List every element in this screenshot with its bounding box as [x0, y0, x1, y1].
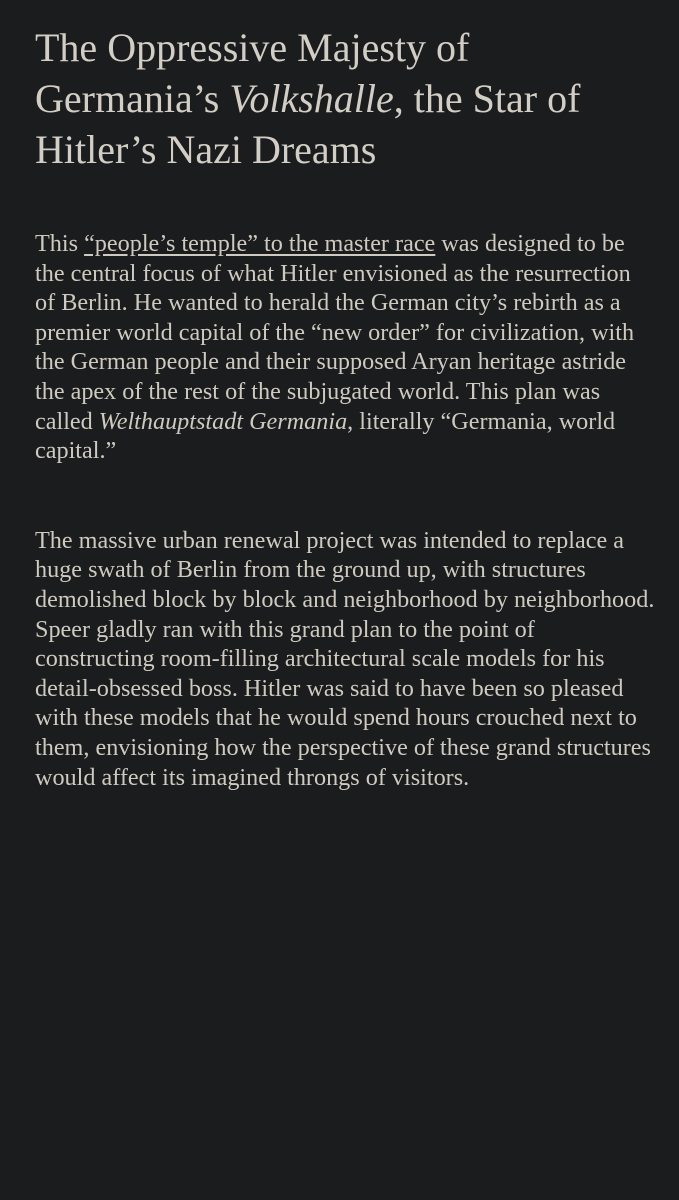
article: [35, 22, 655, 792]
title-part-1: The Oppressive Majesty of Germania’s: [35, 25, 470, 121]
paragraph-1-ending: , literally “Germania, world capital.”: [35, 407, 616, 465]
paragraph-1-body: was designed to be the central focus of what Hitler envisioned as the resurrection of Berlin. He wanted to herald the German city’s rebirth as a premier world capital of the “new order” for civilization, with the German people and their supposed Aryan heritage astride the apex of the rest of the subjugated world. This plan was called: [35, 230, 635, 435]
paragraph-2: The massive urban renewal project was intended to replace a huge swath of Berlin from the ground up, with structures demolished block by block and neighborhood by neighborhood. Speer gladly ran with this grand plan to the point of constructing room-filling architectural scale models for his detail-obsessed boss. Hitler was said to have been so pleased with these models that he would spend hours crouched next to them, envisioning how the perspective of these grand structures would affect its imagined throngs of visitors.: [35, 526, 655, 791]
peoples-temple-link[interactable]: “people’s temple” to the master race: [84, 230, 436, 257]
paragraph-1-italic-term: Welthauptstadt Germania: [98, 407, 348, 435]
paragraph-1-intro: This: [35, 230, 85, 257]
paragraph-1: [35, 229, 655, 466]
title-part-2: , the Star of Hitler’s Nazi Dreams: [35, 76, 581, 172]
title-italic-term: Volkshalle: [229, 76, 394, 121]
article-title: [35, 22, 655, 175]
